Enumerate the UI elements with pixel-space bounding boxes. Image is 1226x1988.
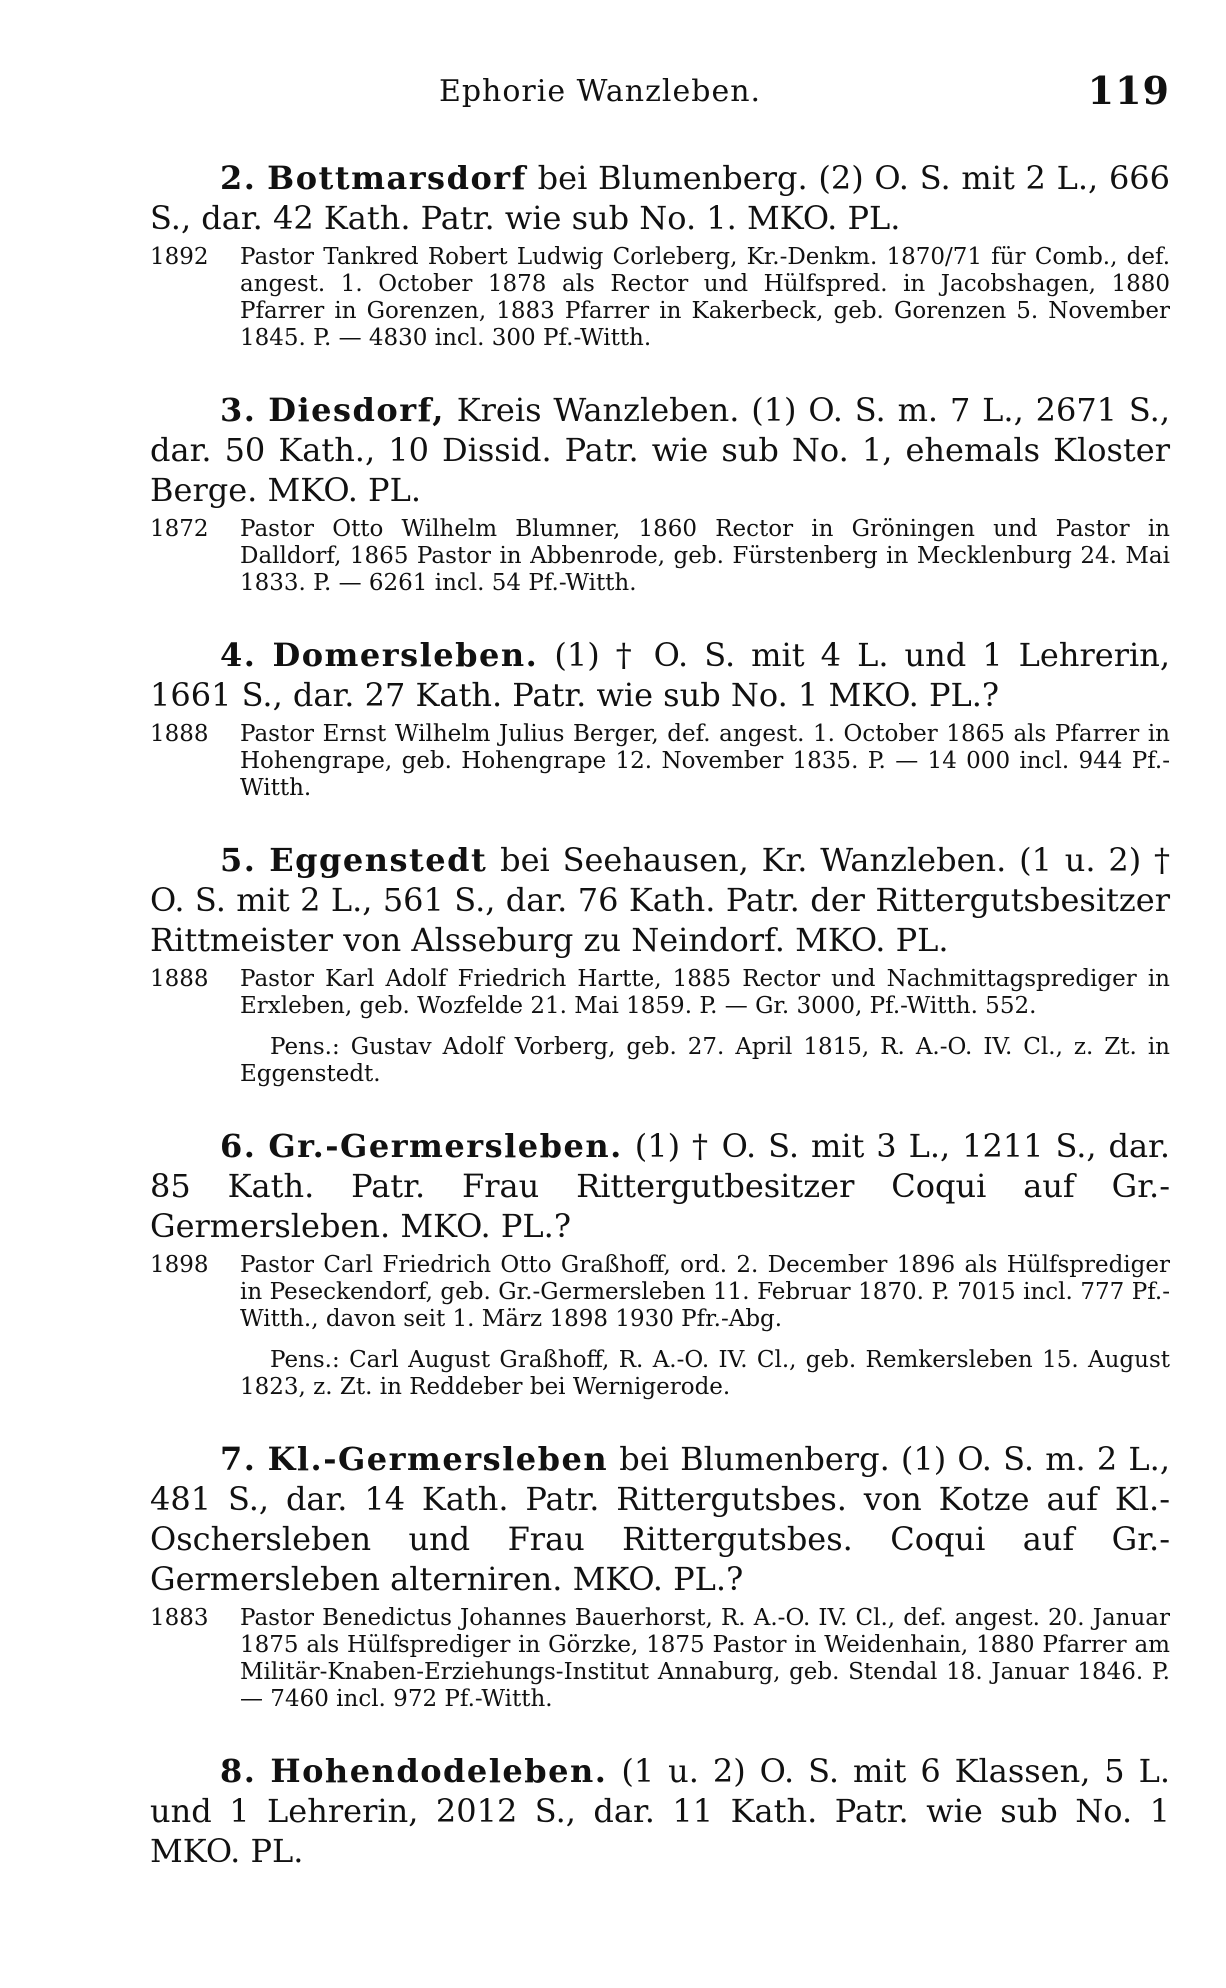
entry-number: 7. <box>220 1440 257 1478</box>
parish-entry <box>150 1439 1170 1713</box>
parish-name: Domersleben. <box>272 636 539 674</box>
parish-name: Gr.-Germersleben. <box>268 1127 623 1165</box>
pastor-record <box>150 1605 1170 1713</box>
parish-entry <box>150 1751 1170 1871</box>
parish-details: (1) † O. S. mit 3 L., 1211 S., dar. 85 Kath. Patr. Frau Rittergutbesitzer Coqui auf Gr.-Germersleben. MKO. PL.? <box>150 1127 1171 1245</box>
entry-number: 4. <box>220 636 257 674</box>
parish-details: bei Blumenberg. (2) O. S. mit 2 L., 666 S., dar. 42 Kath. Patr. wie sub No. 1. MKO. PL. <box>150 159 1171 237</box>
parish-lead <box>150 1751 1170 1871</box>
page <box>150 60 1170 1871</box>
page-number: 119 <box>1087 68 1170 113</box>
parish-entry <box>150 1126 1170 1401</box>
pastor-record <box>150 516 1170 597</box>
parish-details: Kreis Wanzleben. (1) O. S. m. 7 L., 2671 S., dar. 50 Kath., 10 Dissid. Patr. wie sub No. 1, ehemals Kloster Berge. MKO. PL. <box>150 391 1171 509</box>
pastor-text: Pastor Benedictus Johannes Bauerhorst, R. A.-O. IV. Cl., def. angest. 20. Januar 1875 als Hülfsprediger in Görzke, 1875 Pastor in Weidenhain, 1880 Pfarrer am Militär-Knaben-Erziehungs-Institut Annaburg, geb. Stendal 18. Januar 1846. P. — 7460 incl. 972 Pf.-Witth. <box>240 1605 1170 1712</box>
pastor-year: 1888 <box>150 966 209 992</box>
running-header <box>150 60 1170 120</box>
parish-name: Bottmarsdorf <box>267 159 527 197</box>
entry-number: 2. <box>220 159 257 197</box>
parish-entry <box>150 840 1170 1088</box>
entry-number: 8. <box>220 1752 257 1790</box>
parish-lead <box>150 840 1170 960</box>
parish-details: (1) † O. S. mit 4 L. und 1 Lehrerin, 1661 S., dar. 27 Kath. Patr. wie sub No. 1 MKO. PL.? <box>150 636 1171 714</box>
pastor-record <box>150 966 1170 1020</box>
pastor-text: Pastor Carl Friedrich Otto Graßhoff, ord. 2. December 1896 als Hülfsprediger in Peseckendorf, geb. Gr.-Germersleben 11. Februar 1870. P. 7015 incl. 777 Pf.-Witth., davon seit 1. März 1898 1930 Pfr.-Abg. <box>240 1252 1170 1332</box>
parish-entry <box>150 390 1170 597</box>
pastor-text: Pastor Karl Adolf Friedrich Hartte, 1885 Rector und Nachmittagsprediger in Erxleben, geb. Wozfelde 21. Mai 1859. P. — Gr. 3000, Pf.-Witth. 552. <box>240 966 1170 1019</box>
parish-lead <box>150 635 1170 715</box>
pastor-record <box>150 244 1170 352</box>
pastor-record <box>150 1252 1170 1333</box>
parish-entry <box>150 635 1170 802</box>
entry-number: 5. <box>220 841 257 879</box>
parish-name: Eggenstedt <box>269 841 488 879</box>
pastor-year: 1883 <box>150 1605 209 1631</box>
parish-lead <box>150 1126 1170 1246</box>
parish-name: Kl.-Germersleben <box>267 1440 609 1478</box>
pastor-year: 1892 <box>150 244 209 270</box>
pastor-year: 1872 <box>150 516 209 542</box>
pastor-year: 1898 <box>150 1252 209 1278</box>
pastor-text: Pastor Tankred Robert Ludwig Corleberg, Kr.-Denkm. 1870/71 für Comb., def. angest. 1. October 1878 als Rector und Hülfspred. in Jacobshagen, 1880 Pfarrer in Gorenzen, 1883 Pfarrer in Kakerbeck, geb. Gorenzen 5. November 1845. P. — 4830 incl. 300 Pf.-Witth. <box>240 244 1170 351</box>
parish-details: bei Seehausen, Kr. Wanzleben. (1 u. 2) † O. S. mit 2 L., 561 S., dar. 76 Kath. Patr. der Rittergutsbesitzer Rittmeister von Alsseburg zu Neindorf. MKO. PL. <box>150 841 1171 959</box>
parish-name: Diesdorf, <box>268 391 445 429</box>
pensioner-record: Pens.: Gustav Adolf Vorberg, geb. 27. April 1815, R. A.-O. IV. Cl., z. Zt. in Eggenstedt. <box>240 1034 1170 1087</box>
parish-name: Hohendodeleben. <box>270 1752 608 1790</box>
parish-details: bei Blumenberg. (1) O. S. m. 2 L., 481 S., dar. 14 Kath. Patr. Rittergutsbes. von Kotze auf Kl.-Oschersleben und Frau Rittergutsbes. Coqui auf Gr.-Germersleben alterniren. MKO. PL.? <box>150 1440 1171 1598</box>
parish-lead <box>150 1439 1170 1599</box>
pastor-record <box>150 721 1170 802</box>
parish-lead <box>150 390 1170 510</box>
entry-number: 6. <box>220 1127 257 1165</box>
parish-details: (1 u. 2) O. S. mit 6 Klassen, 5 L. und 1 Lehrerin, 2012 S., dar. 11 Kath. Patr. wie sub No. 1 MKO. PL. <box>150 1752 1171 1870</box>
pastor-text: Pastor Otto Wilhelm Blumner, 1860 Rector in Gröningen und Pastor in Dalldorf, 1865 Pastor in Abbenrode, geb. Fürstenberg in Mecklenburg 24. Mai 1833. P. — 6261 incl. 54 Pf.-Witth. <box>240 516 1170 596</box>
header-title: Ephorie Wanzleben. <box>438 74 762 109</box>
entry-number: 3. <box>220 391 257 429</box>
pastor-text: Pastor Ernst Wilhelm Julius Berger, def. angest. 1. October 1865 als Pfarrer in Hohengrape, geb. Hohengrape 12. November 1835. P. — 14 000 incl. 944 Pf.-Witth. <box>240 721 1170 801</box>
pensioner-record: Pens.: Carl August Graßhoff, R. A.-O. IV. Cl., geb. Remkersleben 15. August 1823, z. Zt. in Reddeber bei Wernigerode. <box>240 1347 1170 1400</box>
pastor-year: 1888 <box>150 721 209 747</box>
parish-entry <box>150 158 1170 352</box>
parish-lead <box>150 158 1170 238</box>
